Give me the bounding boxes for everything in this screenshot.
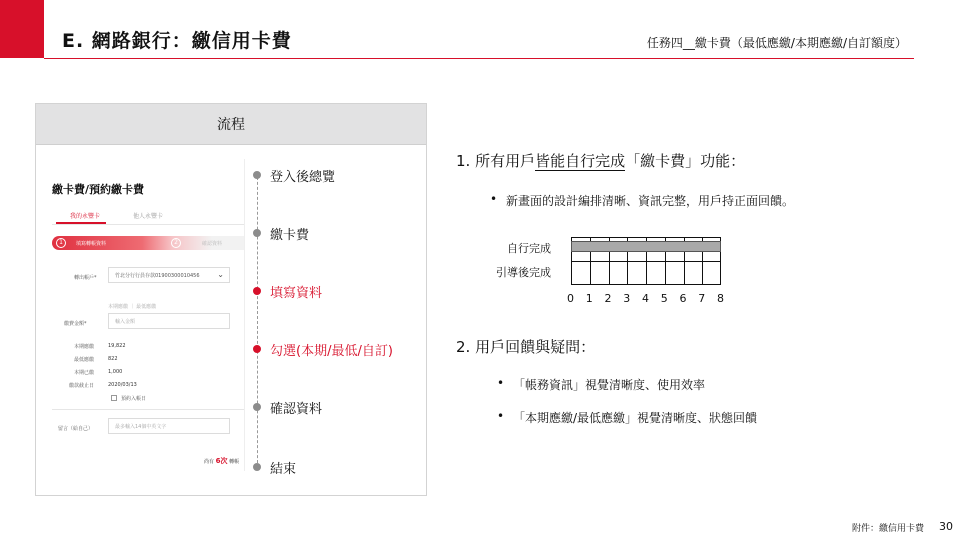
deadline-value: 2020/03/13 [108, 382, 137, 388]
from-account-value: 竹北分行行員存款01900300010456 [115, 273, 200, 279]
chart-tick-label: 3 [623, 292, 631, 305]
note-placeholder: 最多輸入14個中英文字 [115, 424, 167, 430]
step-2-badge: 2 [171, 238, 181, 248]
task-label: 任務四__繳卡費（最低應繳/本期應繳/自訂額度） [646, 36, 907, 50]
flow-panel [35, 103, 427, 496]
amount-input[interactable] [108, 313, 230, 329]
page-number: 30 [939, 520, 953, 533]
step-1-badge: 1 [56, 238, 66, 248]
flow-step-dot [253, 229, 261, 237]
paid-label: 本期已繳 [74, 370, 95, 376]
chart-tick-label: 2 [604, 292, 612, 305]
section-divider [52, 409, 245, 410]
from-account-label: 轉出帳戶* [74, 275, 97, 281]
flow-step-label: 繳卡費 [270, 228, 310, 243]
chart-category-label: 自行完成 [507, 242, 551, 255]
timeline-line [257, 172, 258, 468]
min-due-value: 822 [108, 356, 118, 362]
tab-other-card[interactable]: 他人永豐卡 [133, 213, 164, 220]
point-1-suffix: 「繳卡費」功能： [625, 152, 746, 170]
app-page-title: 繳卡費/預約繳卡費 [52, 183, 145, 196]
schedule-checkbox[interactable] [111, 395, 117, 401]
flow-step-label: 登入後總覽 [270, 170, 336, 185]
flow-step-label: 確認資料 [270, 402, 323, 417]
flow-step-dot [253, 403, 261, 411]
chart-bar [571, 241, 721, 252]
current-due-label: 本期應繳 [74, 344, 95, 350]
flow-step-dot [253, 345, 261, 353]
flow-step-dot [253, 287, 261, 295]
flow-step-label: 結束 [270, 462, 297, 477]
transfer-count-value: 6次 [215, 457, 228, 465]
point-1-bullet: • 新畫面的設計編排清晰、資訊完整，用戶持正面回饋。 [506, 192, 794, 209]
header-divider [44, 58, 914, 59]
point-2-bullet-1: • 「帳務資訊」視覺清晰度、使用效率 [513, 376, 705, 393]
chart-tick-label: 1 [585, 292, 593, 305]
amount-label: 繳費金額* [64, 321, 87, 327]
paid-value: 1,000 [108, 369, 123, 375]
schedule-label: 預約入帳日 [121, 396, 147, 402]
point-1-heading [456, 150, 745, 171]
point-2-heading: 2. 用戶回饋與疑問： [456, 338, 596, 356]
app-screenshot [38, 159, 245, 471]
accent-bar [0, 0, 44, 58]
flow-step-dot [253, 171, 261, 179]
chart-tick-label: 5 [660, 292, 668, 305]
chart-tick-label: 8 [717, 292, 724, 305]
current-due-value: 19,822 [108, 343, 126, 349]
tab-divider [52, 224, 245, 225]
point-1-prefix: 1. 所有用戶 [456, 152, 536, 170]
flow-step-dot [253, 463, 261, 471]
chart-tick-label: 6 [679, 292, 687, 305]
amount-options-hint: 本期應繳 ｜ 最低應繳 [108, 304, 157, 310]
chevron-down-icon: ⌄ [217, 270, 224, 279]
flow-step-label: 勾選(本期/最低/自訂) [270, 344, 393, 359]
min-due-label: 最低應繳 [74, 357, 95, 363]
chart-tick-label: 4 [642, 292, 649, 305]
chart-tick-label: 7 [698, 292, 706, 305]
slide-title: E. 網路銀行：繳信用卡費 [62, 30, 292, 52]
tab-my-card[interactable]: 我的永豐卡 [70, 213, 101, 220]
flow-heading: 流程 [36, 104, 426, 145]
footer-label: 附件：繳信用卡費 [852, 524, 925, 534]
deadline-label: 繳款截止日 [69, 383, 95, 389]
step-1-label: 填寫轉帳資料 [76, 241, 107, 247]
flow-step-label: 填寫資料 [270, 286, 323, 301]
point-1-underlined: 皆能自行完成 [535, 152, 626, 170]
step-2-label: 確認資料 [202, 241, 223, 247]
chart-tick-label: 0 [567, 292, 574, 305]
note-label: 留言（給自己） [58, 426, 94, 432]
amount-placeholder: 輸入金額 [115, 319, 136, 325]
point-2-bullet-2: • 「本期應繳/最低應繳」視覺清晰度、狀態回饋 [513, 409, 757, 426]
note-input[interactable] [108, 418, 230, 434]
transfer-count-suffix: 轉帳 [229, 459, 240, 465]
transfer-count [204, 456, 239, 466]
transfer-count-prefix: 尚有 [204, 459, 215, 465]
completion-chart [489, 228, 739, 312]
chart-category-label: 引導後完成 [496, 266, 551, 279]
from-account-select[interactable] [108, 267, 230, 283]
